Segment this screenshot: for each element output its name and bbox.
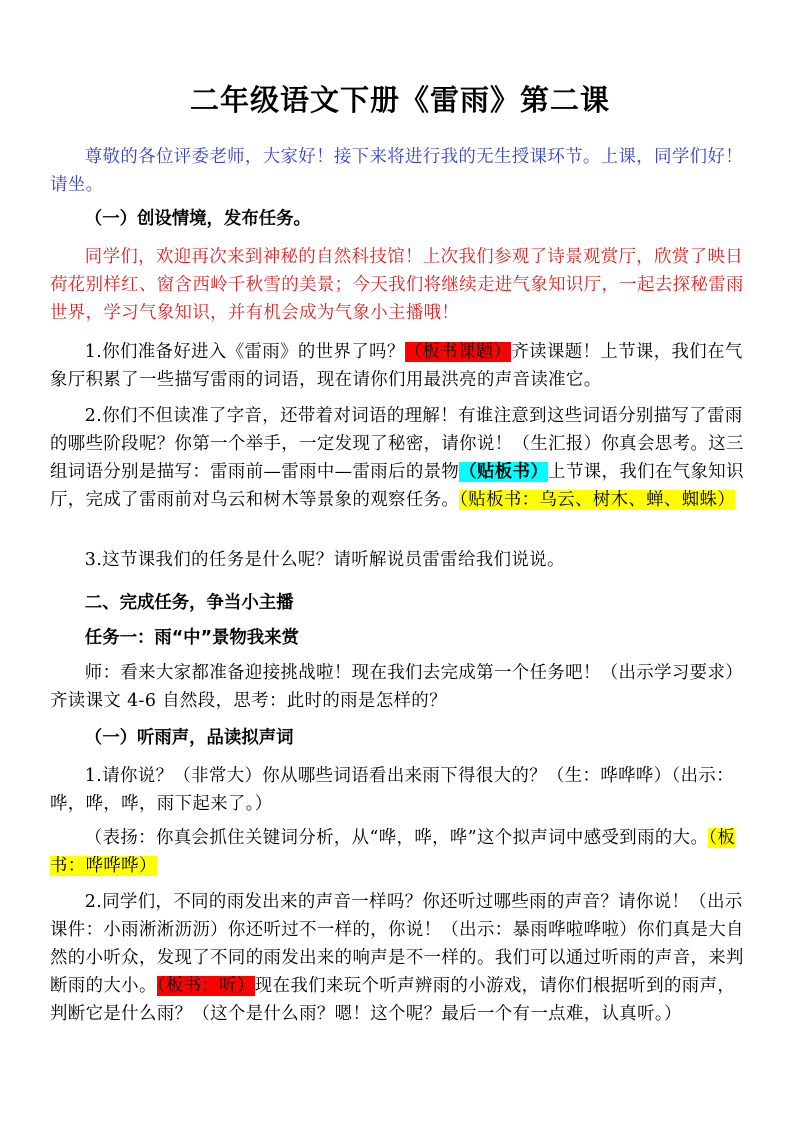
section-heading-2: 二、完成任务，争当小主播 bbox=[84, 593, 294, 613]
paragraph-7-text-a: 2.同学们，不同的雨发出来的声音一样吗？你还听过哪些雨的声音？请你说！（出示课件：小雨淅淅沥沥）你还听过不一样的，你说！（出示：暴雨哗啦哗啦）你们真是大自然的小听众，发现了不同的雨发出来的响声是不一样的。我们可以通过听雨的声音，来判断雨的大小。 bbox=[50, 892, 744, 996]
intro-paragraph: 尊敬的各位评委老师，大家好！接下来将进行我的无生授课环节。上课，同学们好！请坐。 bbox=[50, 147, 744, 195]
highlight-board-title: （板书课题） bbox=[404, 342, 512, 362]
highlight-board-hua: （板书：哗哗哗） bbox=[50, 828, 736, 876]
paragraph-2-text-a: 2.你们不但读准了字音，还带着对词语的理解！有谁注意到这些词语分别描写了雷雨的哪些阶段呢？你第一个举手，一定发现了秘密，请你说！（生汇报）你真会思考。这三组词语分别是描写：雷雨前—雷雨中—雷雨后的景物 bbox=[50, 406, 744, 482]
red-paragraph: 同学们，欢迎再次来到神秘的自然科技馆！上次我们参观了诗景观赏厅，欣赏了映日荷花别样红、窗含西岭千秋雪的美景；今天我们将继续走进气象知识厅，一起去探秘雷雨世界，学习气象知识，并有机会成为气象小主播哦！ bbox=[50, 247, 744, 323]
task-heading-1: 任务一：雨“中”景物我来赏 bbox=[84, 628, 299, 648]
paragraph-6-text-a: （表扬：你真会抓住关键词分析，从“哗，哗，哗”这个拟声词中感受到雨的大。 bbox=[84, 828, 709, 848]
paragraph-5: 1.请你说？（非常大）你从哪些词语看出来雨下得很大的？（生：哗哗哗）（出示：哗，哗，哗，雨下起来了。） bbox=[50, 766, 734, 814]
paragraph-2-text-b: 上节课，我们在气象知识厅，完成了雷雨前对乌云和树木等景象的观察任务。 bbox=[50, 462, 744, 510]
paragraph-7-text-b: 现在我们来玩个听声辨雨的小游戏，请你们根据听到的雨声，判断它是什么雨？（这个是什么雨？嗯！这个呢？最后一个有一点难，认真听。） bbox=[50, 976, 736, 1024]
section-heading-1: （一）创设情境，发布任务。 bbox=[84, 209, 311, 229]
paragraph-6 bbox=[50, 824, 750, 880]
highlight-board-listen: （板书：听） bbox=[156, 976, 255, 996]
paragraph-2 bbox=[50, 402, 750, 514]
paragraph-1-text-b: 齐读课题！上节课，我们在气象厅积累了一些描写雷雨的词语，现在请你们用最洪亮的声音读准它。 bbox=[50, 342, 743, 390]
paragraph-1 bbox=[50, 338, 750, 394]
paragraph-3: 3.这节课我们的任务是什么呢？请听解说员雷雷给我们说说。 bbox=[84, 550, 565, 570]
paragraph-4: 师：看来大家都准备迎接挑战啦！现在我们去完成第一个任务吧！（出示学习要求）齐读课文 4-6 自然段，思考：此时的雨是怎样的？ bbox=[50, 663, 744, 711]
highlight-board-words: （贴板书：乌云、树木、蝉、蜘蛛） bbox=[459, 490, 736, 510]
section-heading-3: （一）听雨声，品读拟声词 bbox=[84, 728, 294, 748]
highlight-post-board: （贴板书） bbox=[459, 462, 549, 482]
paragraph-1-text-a: 1.你们准备好进入《雷雨》的世界了吗？ bbox=[84, 342, 405, 362]
paragraph-7 bbox=[50, 888, 750, 1028]
page-title: 二年级语文下册《雷雨》第二课 bbox=[189, 83, 610, 117]
